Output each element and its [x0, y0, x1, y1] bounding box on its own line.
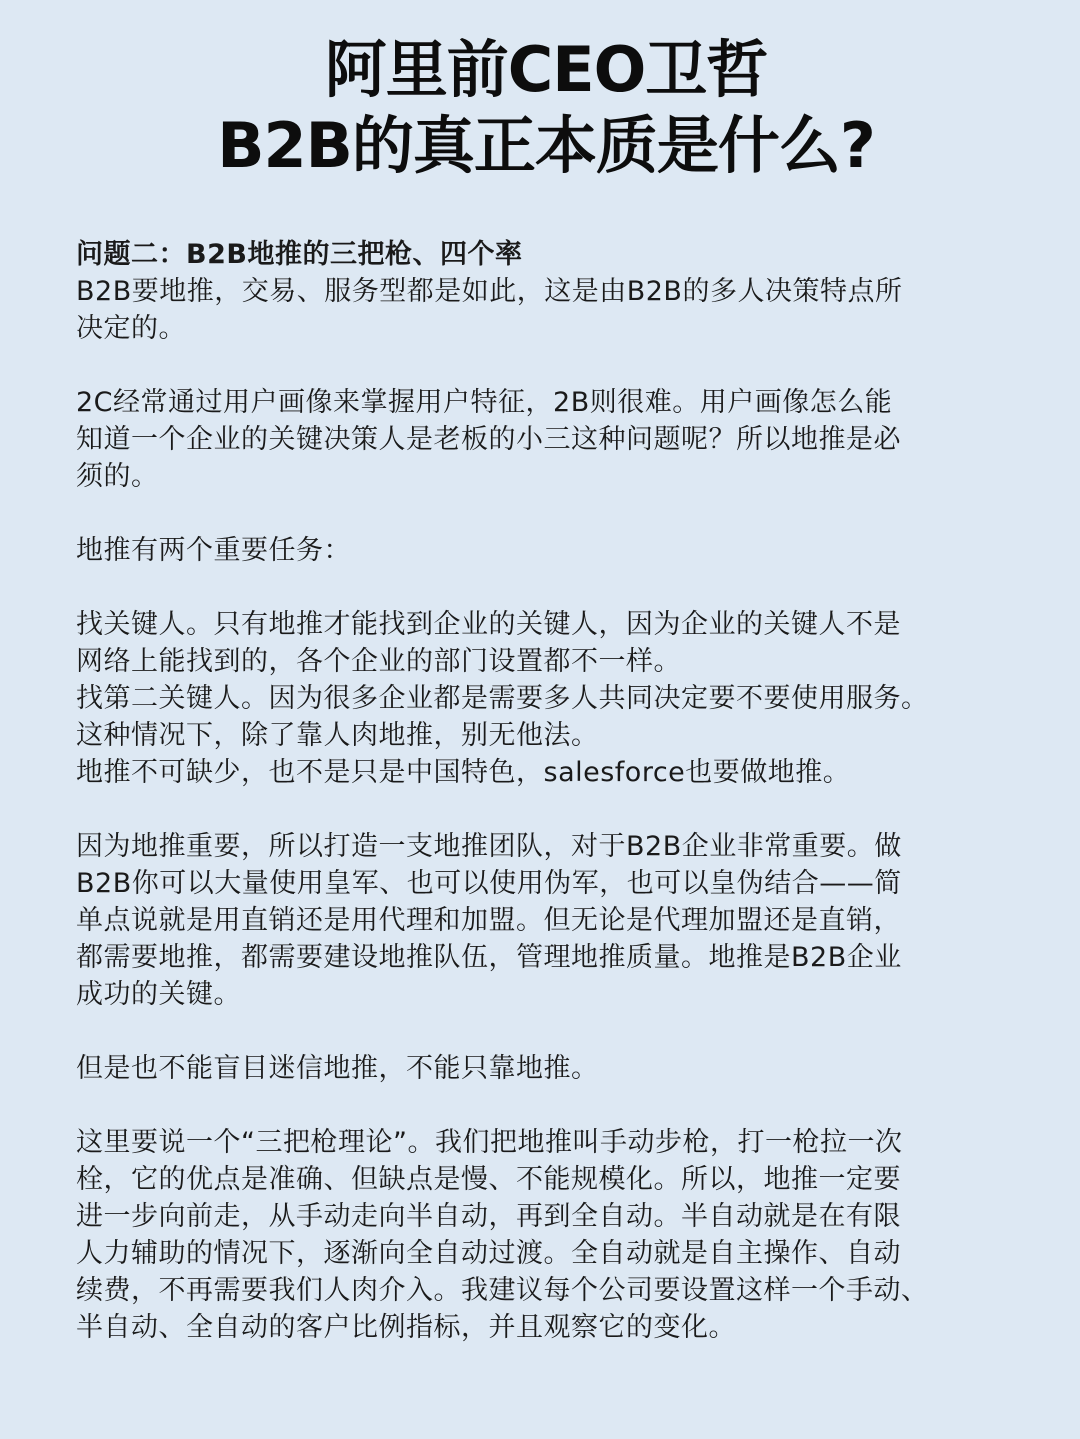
paragraph-gap	[76, 569, 1016, 606]
paragraph-4: 找关键人。只有地推才能找到企业的关键人，因为企业的关键人不是 网络上能找到的，各个企业的部门设置都不一样。 找第二关键人。因为很多企业都是需要多人共同决定要不要使用服务。 这种情况下，除了靠人肉地推，别无他法。 地推不可缺少，也不是只是中国特色，salesforce也要做地推。	[76, 609, 929, 788]
title-line-1: 阿里前CEO卫哲	[324, 33, 768, 106]
paragraph-6: 但是也不能盲目迷信地推，不能只靠地推。	[76, 1053, 599, 1084]
paragraph-3: 地推有两个重要任务：	[76, 535, 351, 566]
article-title	[76, 0, 1016, 184]
paragraph-5: 因为地推重要，所以打造一支地推团队，对于B2B企业非常重要。做 B2B你可以大量使用皇军、也可以使用伪军，也可以皇伪结合——简 单点说就是用直销还是用代理和加盟。但无论是代理加盟还是直销， 都需要地推，都需要建设地推队伍，管理地推质量。地推是B2B企业 成功的关键。	[76, 831, 902, 1010]
paragraph-gap	[76, 1087, 1016, 1124]
paragraph-gap	[76, 347, 1016, 384]
paragraph-gap	[76, 1013, 1016, 1050]
article-body	[76, 236, 1016, 1346]
paragraph-1: B2B要地推，交易、服务型都是如此，这是由B2B的多人决策特点所 决定的。	[76, 276, 903, 344]
paragraph-gap	[76, 791, 1016, 828]
title-line-2: B2B的真正本质是什么?	[217, 109, 875, 182]
paragraph-7: 这里要说一个“三把枪理论”。我们把地推叫手动步枪，打一枪拉一次 栓，它的优点是准确、但缺点是慢、不能规模化。所以，地推一定要 进一步向前走，从手动走向半自动，再到全自动。半自动就是在有限 人力辅助的情况下，逐渐向全自动过渡。全自动就是自主操作、自动 续费，不再需要我们人肉介入。我建议每个公司要设置这样一个手动、 半自动、全自动的客户比例指标，并且观察它的变化。	[76, 1127, 929, 1343]
section-heading: 问题二：B2B地推的三把枪、四个率	[76, 239, 523, 270]
paragraph-2: 2C经常通过用户画像来掌握用户特征，2B则很难。用户画像怎么能 知道一个企业的关键决策人是老板的小三这种问题呢？所以地推是必 须的。	[76, 387, 901, 492]
paragraph-gap	[76, 495, 1016, 532]
